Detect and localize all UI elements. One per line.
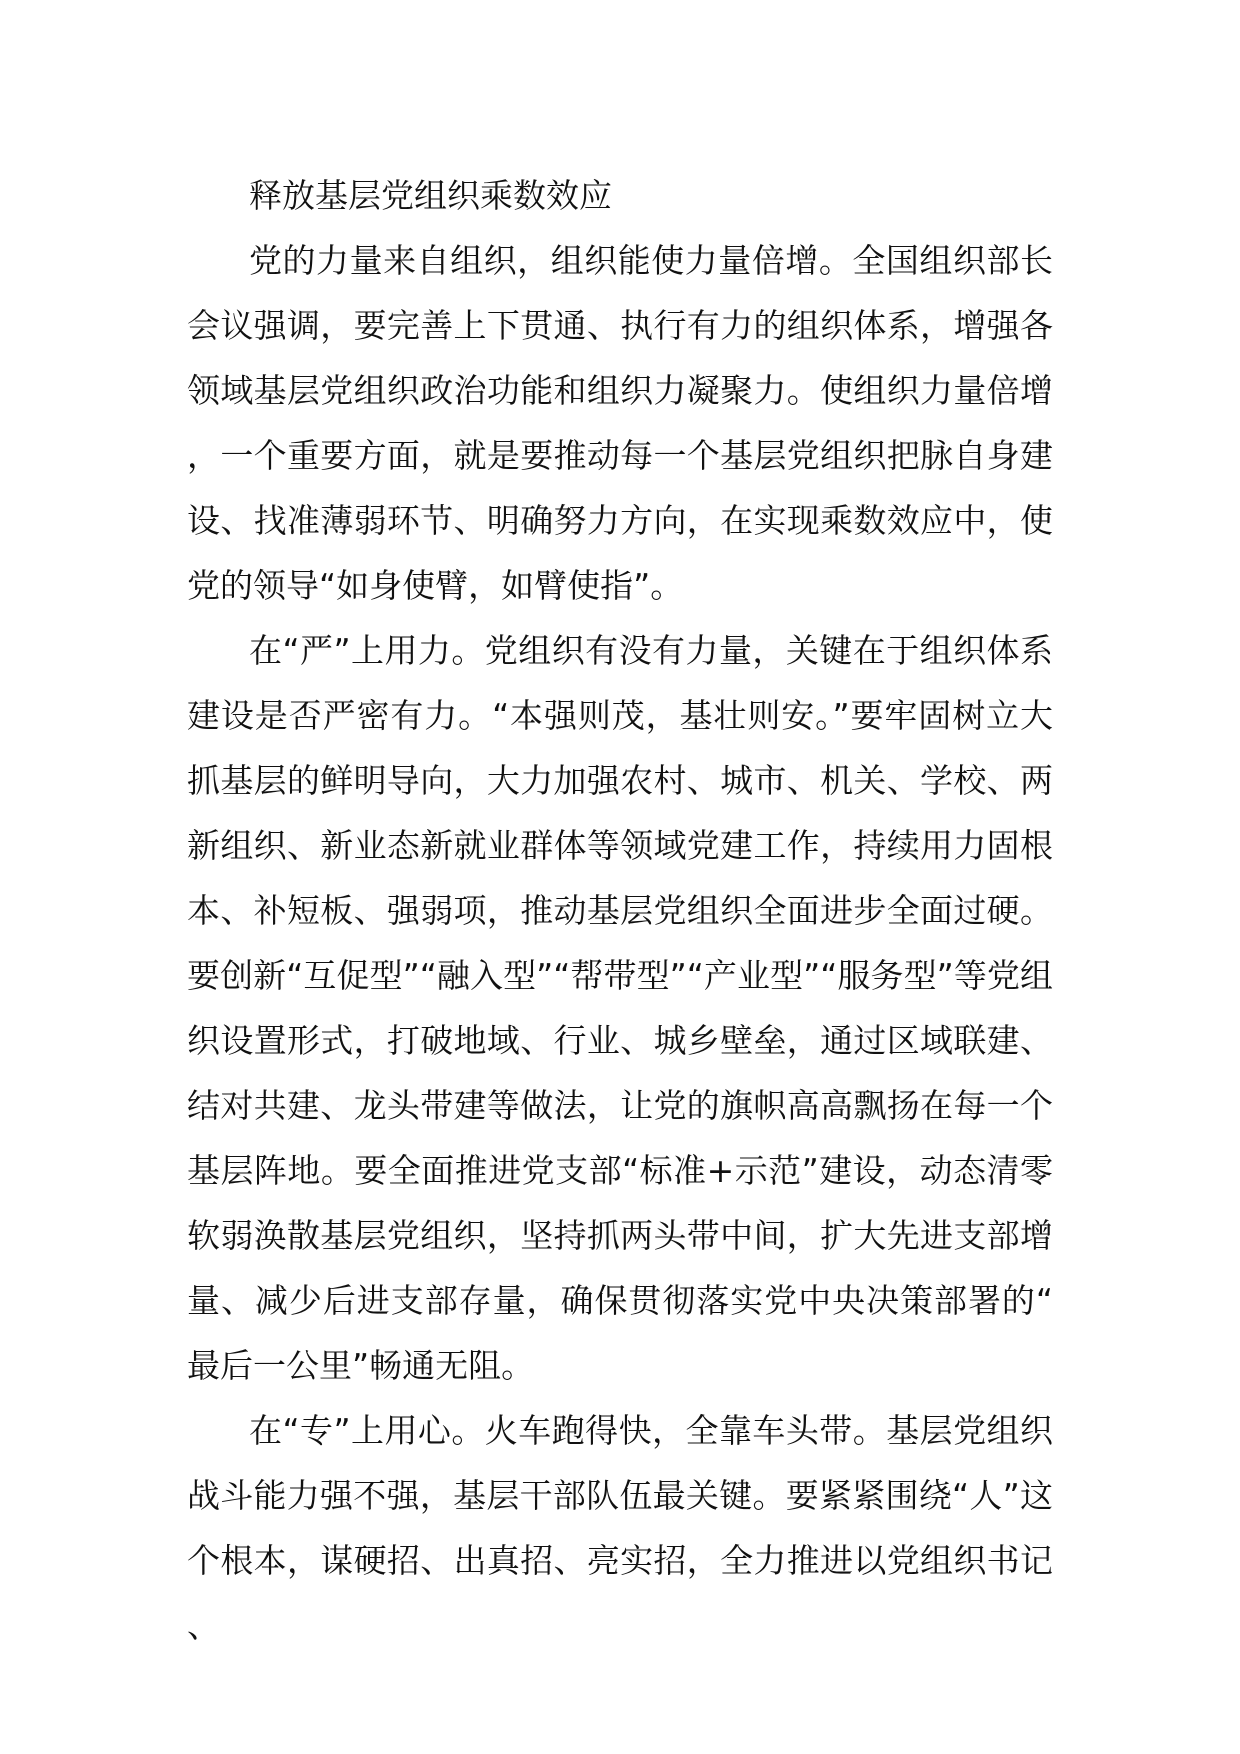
paragraph-3: 在“专”上用心。火车跑得快，全靠车头带。基层党组织战斗能力强不强，基层干部队伍最关键。要紧紧围绕“人”这个根本，谋硬招、出真招、亮实招，全力推进以党组织书记、 [187, 1411, 1053, 1645]
paragraph-1: 党的力量来自组织，组织能使力量倍增。全国组织部长会议强调，要完善上下贯通、执行有力的组织体系，增强各领域基层党组织政治功能和组织力凝聚力。使组织力量倍增，一个重要方面，就是要推动每一个基层党组织把脉自身建设、找准薄弱环节、明确努力方向，在实现乘数效应中，使党的领导“如身使臂，如臂使指”。 [187, 241, 1053, 605]
document-title: 释放基层党组织乘数效应 [249, 176, 612, 215]
document-body [187, 163, 1053, 1658]
paragraph-2: 在“严”上用力。党组织有没有力量，关键在于组织体系建设是否严密有力。“本强则茂，基壮则安。”要牢固树立大抓基层的鲜明导向，大力加强农村、城市、机关、学校、两新组织、新业态新就业群体等领域党建工作，持续用力固根本、补短板、强弱项，推动基层党组织全面进步全面过硬。要创新“互促型”“融入型”“帮带型”“产业型”“服务型”等党组织设置形式，打破地域、行业、城乡壁垒，通过区域联建、结对共建、龙头带建等做法，让党的旗帜高高飘扬在每一个基层阵地。要全面推进党支部“标准+示范”建设，动态清零软弱涣散基层党组织，坚持抓两头带中间，扩大先进支部增量、减少后进支部存量，确保贯彻落实党中央决策部署的“最后一公里”畅通无阻。 [187, 631, 1053, 1385]
